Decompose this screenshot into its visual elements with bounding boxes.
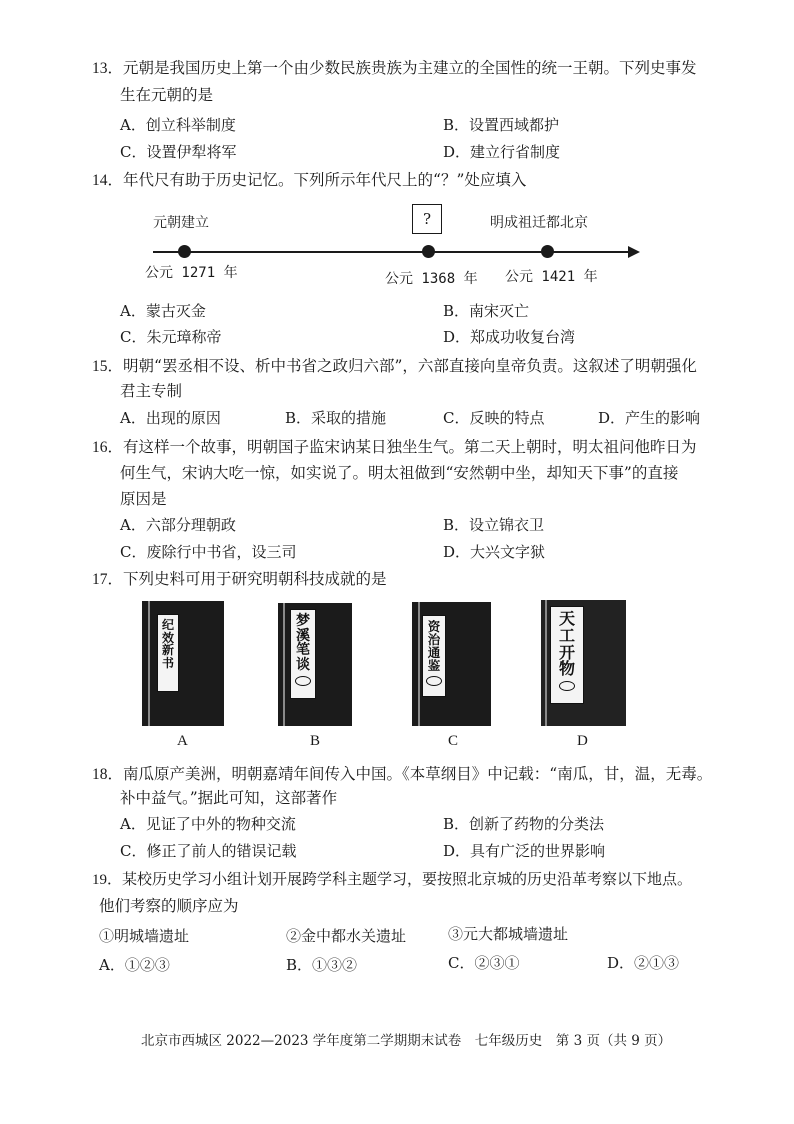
q16-option-a[interactable]: A．六部分理朝政 <box>120 516 236 534</box>
q14-line <box>92 170 526 191</box>
q14-option-a[interactable]: A．蒙古灭金 <box>120 302 206 320</box>
seal-icon <box>559 681 575 691</box>
q19-site-3: ③元大都城墙遗址 <box>448 925 569 943</box>
q19-stem-1: 某校历史学习小组计划开展跨学科主题学习，要按照北京城的历史沿革考察以下地点。 <box>122 870 693 888</box>
book-d-char-1: 天 <box>558 609 575 628</box>
q14-option-b[interactable]: B．南宋灭亡 <box>443 302 530 320</box>
book-spine <box>545 600 547 726</box>
q16-stem-3: 原因是 <box>120 490 167 508</box>
book-title-label-a <box>157 614 179 692</box>
q16-number: 16． <box>92 439 124 456</box>
seal-icon <box>295 676 311 686</box>
book-caption-d: D <box>577 733 588 749</box>
book-d-char-2: 工 <box>558 625 575 645</box>
q13-option-d[interactable]: D．建立行省制度 <box>443 143 561 161</box>
timeline-event-yuan: 元朝建立 <box>153 215 209 231</box>
timeline-dot-1421 <box>541 245 554 258</box>
book-caption-a: A <box>177 733 188 749</box>
book-a-char-3: 新 <box>161 643 174 658</box>
book-spine <box>418 602 420 726</box>
timeline-axis <box>153 251 631 253</box>
q17-number: 17． <box>92 571 124 588</box>
q16-line1 <box>92 437 697 458</box>
q13-stem-2: 生在元朝的是 <box>120 86 214 104</box>
q19-option-d[interactable]: D．②①③ <box>607 954 680 972</box>
book-image-a[interactable] <box>142 601 224 726</box>
q15-stem-1: 明朝“罢丞相不设、析中书省之政归六部”，六部直接向皇帝负责。这叙述了明朝强化 <box>123 357 697 375</box>
book-d-char-3: 开 <box>558 642 575 662</box>
q19-site-1: ①明城墙遗址 <box>99 927 190 945</box>
q14-option-c[interactable]: C．朱元璋称帝 <box>120 328 222 346</box>
q19-line1 <box>92 869 692 890</box>
book-b-char-1: 梦 <box>296 613 310 629</box>
q13-option-a[interactable]: A．创立科举制度 <box>120 116 236 134</box>
timeline-dot-1368 <box>422 245 435 258</box>
q15-stem-2: 君主专制 <box>120 382 183 400</box>
q13-option-b[interactable]: B．设置西域都护 <box>443 116 560 134</box>
q14-option-d[interactable]: D．郑成功收复台湾 <box>443 328 576 346</box>
q16-option-d[interactable]: D．大兴文字狱 <box>443 543 546 561</box>
book-a-char-2: 效 <box>161 630 174 645</box>
q18-option-a[interactable]: A．见证了中外的物种交流 <box>120 815 296 833</box>
q17-stem: 下列史料可用于研究明朝科技成就的是 <box>123 570 387 588</box>
timeline-arrow-icon <box>628 246 640 258</box>
q13-line1 <box>92 58 697 79</box>
book-b-char-3: 笔 <box>296 642 310 659</box>
q18-stem-1: 南瓜原产美洲，明朝嘉靖年间传入中国。《本草纲目》中记载：“南瓜，甘，温，无毒。 <box>123 765 713 783</box>
q13-number: 13． <box>92 60 124 77</box>
book-c-char-3: 通 <box>427 645 441 661</box>
q18-number: 18． <box>92 766 124 783</box>
book-image-b[interactable] <box>278 603 352 726</box>
book-spine <box>148 601 150 726</box>
q15-option-b[interactable]: B．采取的措施 <box>285 409 387 427</box>
book-b-char-2: 溪 <box>296 627 310 644</box>
q15-option-d[interactable]: D．产生的影响 <box>598 409 701 427</box>
q15-option-a[interactable]: A．出现的原因 <box>120 409 221 427</box>
q19-site-2: ②金中都水关遗址 <box>286 927 407 945</box>
q19-option-b[interactable]: B．①③② <box>286 956 358 974</box>
q16-option-b[interactable]: B．设立锦衣卫 <box>443 516 545 534</box>
q19-option-a[interactable]: A．①②③ <box>99 956 170 974</box>
book-c-char-2: 治 <box>427 632 441 648</box>
q15-line1 <box>92 356 697 377</box>
book-title-label-d <box>550 606 584 704</box>
q18-option-c[interactable]: C．修正了前人的错误记载 <box>120 842 297 860</box>
q16-stem-1: 有这样一个故事，明朝国子监宋讷某日独坐生气。第二天上朝时，明太祖问他昨日为 <box>123 438 697 456</box>
book-title-label-b <box>290 609 316 699</box>
book-c-char-4: 鉴 <box>427 658 441 674</box>
q17-line <box>92 569 387 590</box>
q14-stem: 年代尺有助于历史记忆。下列所示年代尺上的“？”处应填入 <box>123 171 527 189</box>
timeline-date-1421: 公元 1421 年 <box>505 269 598 285</box>
book-image-c[interactable] <box>412 602 491 726</box>
timeline-question-box: ? <box>412 204 442 234</box>
book-caption-c: C <box>448 733 459 749</box>
book-c-char-1: 资 <box>427 619 441 634</box>
q18-option-b[interactable]: B．创新了药物的分类法 <box>443 815 605 833</box>
q13-option-c[interactable]: C．设置伊犁将军 <box>120 143 237 161</box>
q14-number: 14． <box>92 172 124 189</box>
q19-number: 19． <box>92 872 123 888</box>
seal-icon <box>426 676 442 686</box>
q19-option-c[interactable]: C．②③① <box>448 954 520 972</box>
q16-stem-2: 何生气，宋讷大吃一惊，如实说了。明太祖做到“安然朝中坐，却知天下事”的直接 <box>120 464 679 482</box>
book-a-char-4: 书 <box>161 655 174 670</box>
timeline-date-1271: 公元 1271 年 <box>145 265 238 281</box>
q19-stem-2: 他们考察的顺序应为 <box>99 897 239 915</box>
book-image-d[interactable] <box>541 600 626 726</box>
book-a-char-1: 纪 <box>161 618 174 632</box>
book-title-label-c <box>422 615 446 697</box>
q18-line1 <box>92 764 712 785</box>
q18-option-d[interactable]: D．具有广泛的世界影响 <box>443 842 606 860</box>
timeline-date-1368: 公元 1368 年 <box>385 271 478 287</box>
timeline-dot-1271 <box>178 245 191 258</box>
q15-number: 15． <box>92 358 124 375</box>
q18-stem-2: 补中益气。”据此可知，这部著作 <box>120 789 338 807</box>
q13-stem-1: 元朝是我国历史上第一个由少数民族贵族为主建立的全国性的统一王朝。下列史事发 <box>123 59 697 77</box>
book-d-char-4: 物 <box>558 659 575 679</box>
q15-option-c[interactable]: C．反映的特点 <box>443 409 545 427</box>
page-footer: 北京市西城区 2022—2023 学年度第二学期期末试卷 七年级历史 第 3 页（共 9 页） <box>141 1033 672 1049</box>
book-spine <box>283 603 285 726</box>
book-caption-b: B <box>310 733 321 749</box>
q16-option-c[interactable]: C．废除行中书省，设三司 <box>120 543 297 561</box>
timeline-event-beijing: 明成祖迁都北京 <box>490 215 588 231</box>
book-b-char-4: 谈 <box>296 657 310 674</box>
